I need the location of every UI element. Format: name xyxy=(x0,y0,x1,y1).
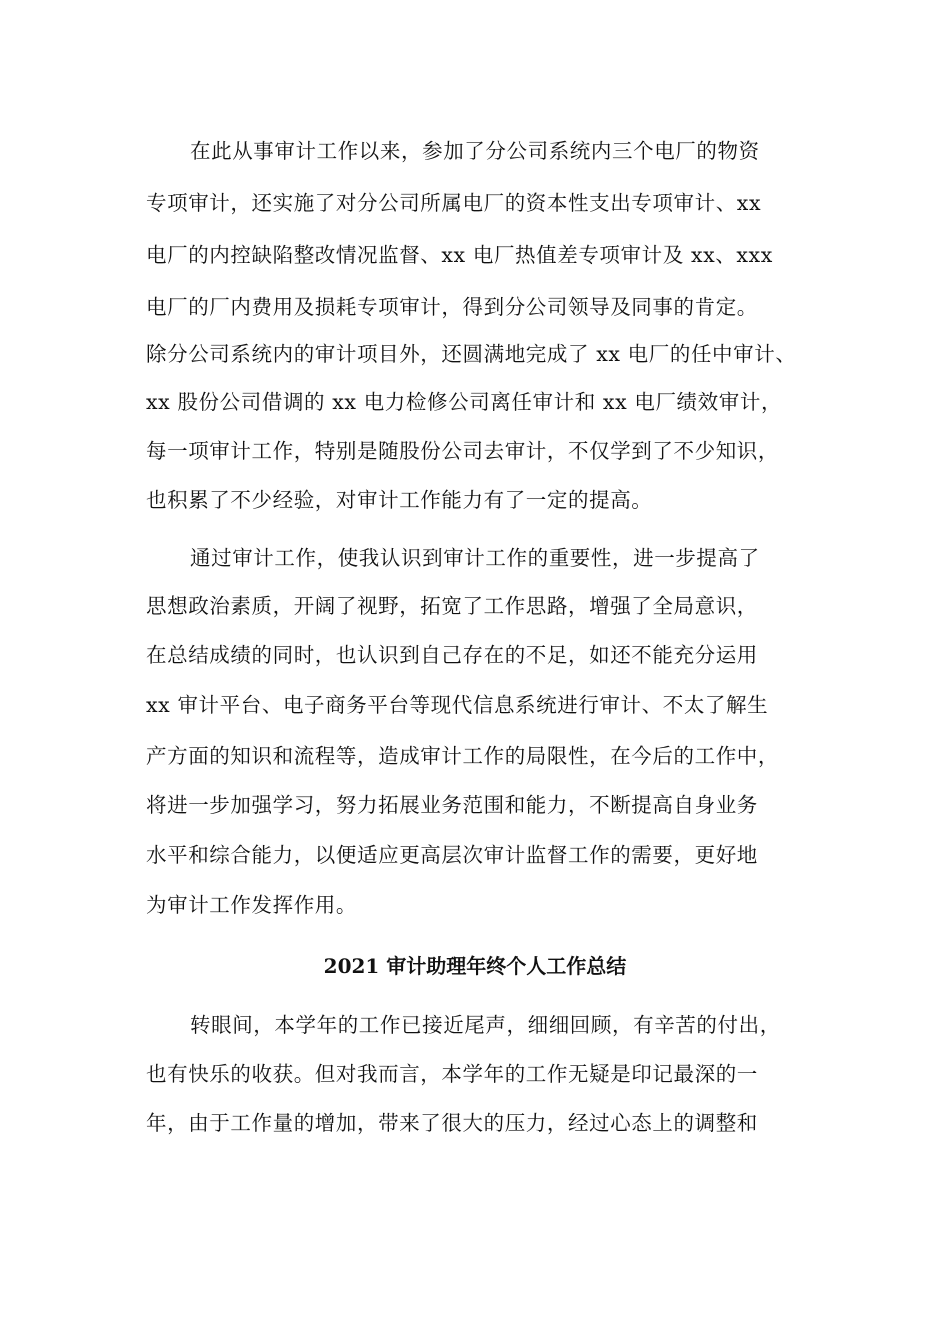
paragraph-1-line-4: 电厂的厂内费用及损耗专项审计，得到分公司领导及同事的肯定。 xyxy=(146,295,758,319)
paragraph-2-line-4: xx 审计平台、电子商务平台等现代信息系统进行审计、不太了解生 xyxy=(146,693,769,717)
paragraph-2-line-2: 思想政治素质，开阔了视野，拓宽了工作思路，增强了全局意识， xyxy=(146,594,758,618)
section-title: 2021 审计助理年终个人工作总结 xyxy=(323,954,627,978)
paragraph-3-line-2: 也有快乐的收获。但对我而言，本学年的工作无疑是印记最深的一 xyxy=(146,1062,758,1086)
paragraph-1-line-8: 也积累了不少经验，对审计工作能力有了一定的提高。 xyxy=(146,488,653,512)
paragraph-1-line-1: 在此从事审计工作以来，参加了分公司系统内三个电厂的物资 xyxy=(190,139,760,163)
paragraph-2-line-7: 水平和综合能力，以便适应更高层次审计监督工作的需要，更好地 xyxy=(146,843,758,867)
paragraph-2-line-6: 将进一步加强学习，努力拓展业务范围和能力，不断提高自身业务 xyxy=(146,793,758,817)
paragraph-1-line-2: 专项审计，还实施了对分公司所属电厂的资本性支出专项审计、xx xyxy=(146,191,762,215)
paragraph-1-line-7: 每一项审计工作，特别是随股份公司去审计，不仅学到了不少知识， xyxy=(146,439,779,463)
paragraph-1-line-3: 电厂的内控缺陷整改情况监督、xx 电厂热值差专项审计及 xx、xxx xyxy=(146,243,773,267)
paragraph-2-line-5: 产方面的知识和流程等，造成审计工作的局限性，在今后的工作中， xyxy=(146,744,779,768)
paragraph-2-line-3: 在总结成绩的同时，也认识到自己存在的不足，如还不能充分运用 xyxy=(146,643,758,667)
paragraph-3-line-1: 转眼间，本学年的工作已接近尾声，细细回顾，有辛苦的付出， xyxy=(190,1013,781,1037)
paragraph-3-line-3: 年，由于工作量的增加，带来了很大的压力，经过心态上的调整和 xyxy=(146,1111,758,1135)
paragraph-1-line-6: xx 股份公司借调的 xx 电力检修公司离任审计和 xx 电厂绩效审计， xyxy=(146,390,783,414)
paragraph-1-line-5: 除分公司系统内的审计项目外，还圆满地完成了 xx 电厂的任中审计、 xyxy=(146,342,797,366)
paragraph-2-line-1: 通过审计工作，使我认识到审计工作的重要性，进一步提高了 xyxy=(190,546,760,570)
paragraph-2-line-8: 为审计工作发挥作用。 xyxy=(146,893,357,917)
